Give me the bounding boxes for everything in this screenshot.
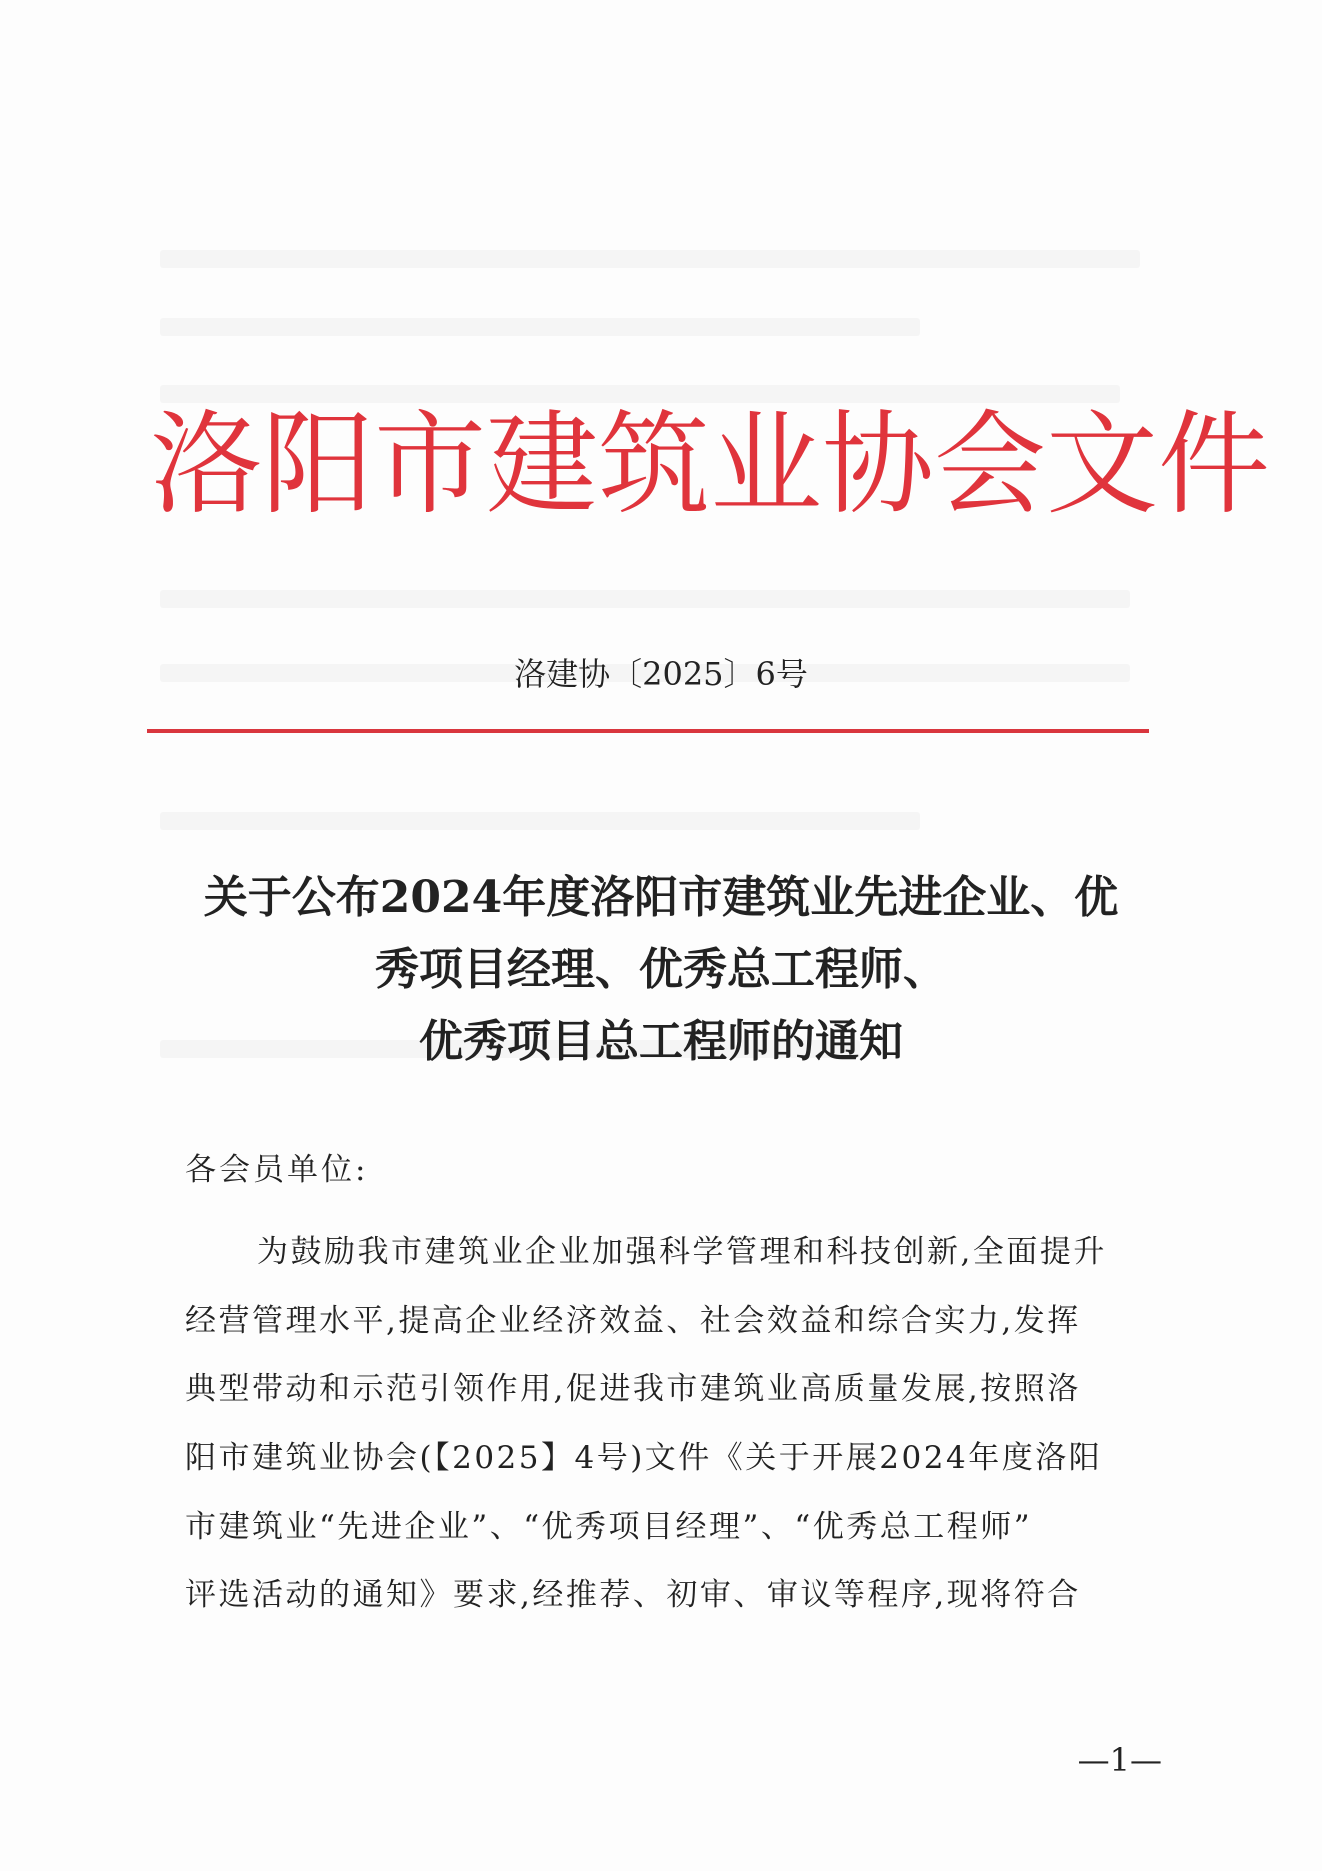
body-paragraph <box>185 1218 1165 1630</box>
salutation: 各会员单位: <box>185 1152 369 1188</box>
bleed-through-mark <box>160 812 920 830</box>
body-line: 为鼓励我市建筑业企业加强科学管理和科技创新,全面提升 <box>257 1234 1107 1270</box>
body-line: 阳市建筑业协会(【2025】4号)文件《关于开展2024年度洛阳 <box>185 1440 1103 1477</box>
body-line: 经营管理水平,提高企业经济效益、社会效益和综合实力,发挥 <box>185 1302 1081 1339</box>
page-number: —1— <box>1077 1741 1162 1779</box>
bleed-through-mark <box>160 318 920 336</box>
notice-title-line: 关于公布2024年度洛阳市建筑业先进企业、优 <box>203 872 1119 923</box>
masthead-title: 洛阳市建筑业协会文件 <box>150 400 1270 530</box>
notice-title-line: 秀项目经理、优秀总工程师、 <box>375 944 947 995</box>
document-number: 洛建协〔2025〕6号 <box>514 655 808 693</box>
body-line: 评选活动的通知》要求,经推荐、初审、审议等程序,现将符合 <box>185 1577 1081 1614</box>
red-divider-rule <box>147 729 1149 733</box>
notice-title-line: 优秀项目总工程师的通知 <box>419 1016 903 1067</box>
notice-title <box>150 862 1172 1078</box>
bleed-through-mark <box>160 590 1130 608</box>
bleed-through-mark <box>160 250 1140 268</box>
body-line: 市建筑业“先进企业”、“优秀项目经理”、“优秀总工程师” <box>185 1508 1033 1545</box>
body-line: 典型带动和示范引领作用,促进我市建筑业高质量发展,按照洛 <box>185 1371 1081 1408</box>
